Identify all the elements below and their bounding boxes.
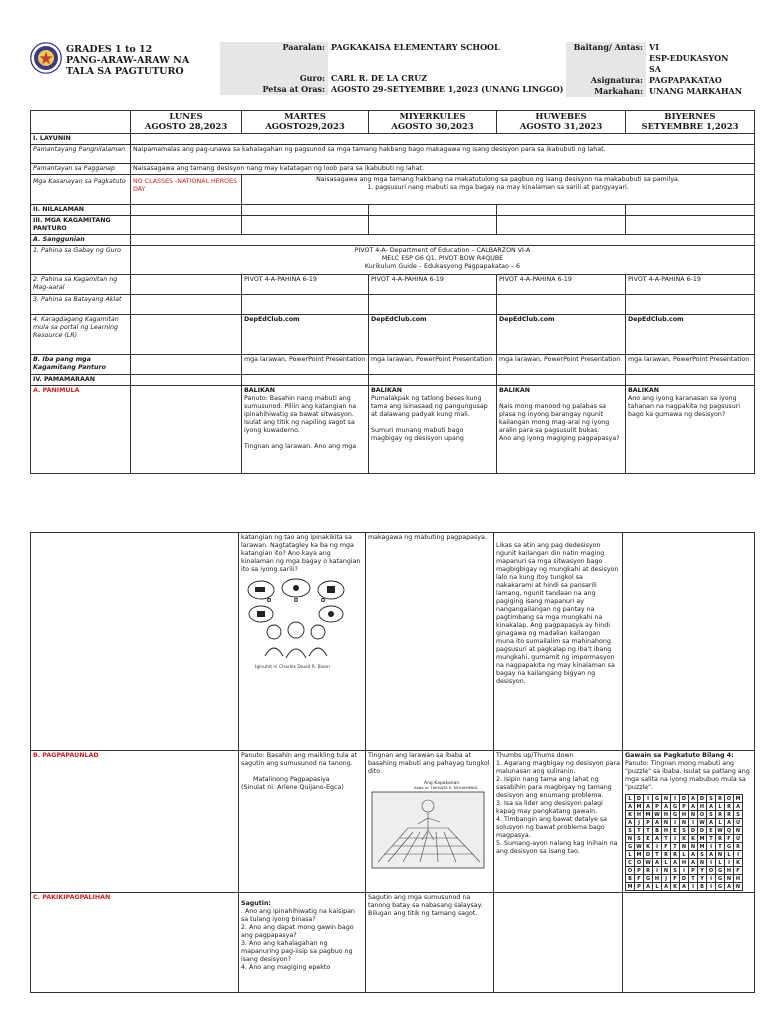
day-header-huwebes: HUWEBES AGOSTO 31,2023 (497, 111, 626, 134)
puzzle-letter: S (671, 867, 680, 875)
row-label-iba-pang-kagamitan: B. Iba pang mga Kagamitang Panturo (31, 355, 131, 375)
puzzle-letter: I (653, 867, 662, 875)
info-value: PAGKAKAISA ELEMENTARY SCHOOL (331, 42, 500, 52)
puzzle-letter: A (626, 819, 635, 827)
puzzle-letter: E (707, 827, 716, 835)
puzzle-letter: A (707, 819, 716, 827)
puzzle-letter: M (734, 795, 743, 803)
pagpapaunlad-martes: Panuto: Basahin ang maikling tula at sagutin ang sumusunod na tanong. Matalinong Pagpapasiya (Sinulat ni: Arlene Quijano-Egca) (239, 751, 366, 893)
puzzle-letter: J (635, 819, 644, 827)
info-value: CARL R. DE LA CRUZ (331, 73, 428, 83)
panimula-miyerkules: BALIKAN Pumalakpak ng tatlong beses kung tama ang isinasaad ng pangungusap at dalawang padyak kung mali. Sumuri munang mabuti bago magbigay ng desisyon upang (369, 386, 497, 474)
puzzle-letter: T (653, 851, 662, 859)
puzzle-letter: A (689, 803, 698, 811)
puzzle-letter: E (644, 835, 653, 843)
puzzle-letter: L (662, 859, 671, 867)
lr-link-huwebes: DepEdClub.com (497, 315, 626, 355)
puzzle-letter: R (644, 867, 653, 875)
row-label-panimula: A. PANIMULA (31, 386, 131, 474)
puzzle-letter: G (725, 843, 734, 851)
puzzle-letter: D (680, 795, 689, 803)
puzzle-letter: T (716, 843, 725, 851)
puzzle-row (626, 843, 743, 851)
puzzle-letter: G (671, 803, 680, 811)
info-label: Paaralan: (220, 42, 328, 53)
materials-martes: mga larawan, PowerPoint Presentation (242, 355, 369, 375)
gawain-bilang-4: Gawain sa Pagkatuto Bilang 4: Panuto: Tingnan mong mabuti ang "puzzle" sa ibaba. Isulat sa patlang ang mga salita na iyong mabubuo mula sa "puzzle". L D I G N I D A D S R O M A M A P A G P A H A L R A K H M W H G H N O S R R S A J P A N I N I W A L A U S T T B H E S D D E W Q N N S E A T I K K M T R F U G W K I F T N N M I T G R L M D T R R L A S A N L I C O W A L A H A N I L I K O P R I N S I P Y O G H F B F G H J F D T Y I G N H M P A L A K A I B I G A N (623, 751, 755, 893)
ang-kapakanan-sketch (368, 778, 488, 870)
pivot-page-miyerkules: PIVOT 4-A-PAHINA 6-19 (369, 275, 497, 295)
puzzle-letter: H (698, 803, 707, 811)
puzzle-letter: J (662, 875, 671, 883)
puzzle-letter: D (644, 851, 653, 859)
puzzle-letter: P (653, 803, 662, 811)
puzzle-letter: U (734, 819, 743, 827)
puzzle-row (626, 827, 743, 835)
continued-huwebes: Likas sa atin ang pag dedesisyon ngunit kailangan din natin maging mapanuri sa mga sitwasyon bago magbigbigay ng mungkahi at desisyon lalo na kung itoy tungkol sa nakakarami at hindi sa pansarili lamang, ngunit tandaan na ang pagiging isang mapanuri ay nangangailangan ng pantay na pagtimbang sa mga mungkahi na kinakalap. Ang pagpapasya ay hindi ginagawa ng madalian kailangan muna ito sumailalim sa mahinahong pagsusuri at pagkalap ng iba't ibang mungkahi, gumamit ng impormasyon na nagpapakita ng may kinalaman sa bagay na kailangang bigyan ng desisyon. (494, 533, 623, 751)
puzzle-letter: R (734, 843, 743, 851)
info-label (566, 53, 646, 64)
pakikipagpalihan-martes: Sagutin: . Ano ang ipinahihiwatig na kaisipan sa tulang iyong binasa? 2. Ano ang dapat mong gawin bago ang pagpapasya? 3. Ano ang kahalagahan ng mapanuring pag-iisip sa pagbuo ng isang desisyon? 4. Ano ang magiging epekto (239, 893, 366, 993)
section-nilalaman: II. NILALAMAN (31, 205, 131, 216)
puzzle-letter: N (662, 819, 671, 827)
puzzle-letter: D (635, 795, 644, 803)
puzzle-letter: W (636, 843, 642, 850)
puzzle-letter: N (689, 811, 698, 819)
puzzle-row (626, 795, 743, 803)
empty-cell (623, 893, 755, 993)
row-label-gabay-ng-guro: 1. Pahina sa Gabay ng Guro (31, 246, 131, 275)
pivot-page-martes: PIVOT 4-A-PAHINA 6-19 (242, 275, 369, 295)
corner-cell (31, 111, 131, 134)
materials-huwebes: mga larawan, PowerPoint Presentation (497, 355, 626, 375)
puzzle-letter: N (626, 835, 635, 843)
puzzle-letter: B (653, 827, 662, 835)
puzzle-row (626, 851, 743, 859)
puzzle-letter: W (717, 827, 723, 834)
section-layunin: I. LAYUNIN (31, 134, 131, 145)
puzzle-row (626, 867, 743, 875)
puzzle-letter: W (654, 811, 660, 818)
panimula-martes: BALIKAN Panuto: Basahin nang mabuti ang sumusunod. Piliin ang katangian na ipinahihiwatig sa bawat sitwasyon. Isulat ang titik ng napiling sagot sa iyong kuwaderno. Tingnan ang larawan. Ano ang mga (242, 386, 369, 474)
puzzle-letter: L (680, 851, 689, 859)
lr-link-miyerkules: DepEdClub.com (369, 315, 497, 355)
word-puzzle-grid (625, 794, 743, 891)
puzzle-letter: W (645, 859, 651, 866)
puzzle-letter: G (644, 875, 653, 883)
puzzle-letter: A (653, 835, 662, 843)
puzzle-letter: R (716, 835, 725, 843)
puzzle-letter: I (707, 883, 716, 891)
puzzle-letter: A (734, 803, 743, 811)
empty-cell (131, 134, 755, 145)
continued-miyerkules: makagawa ng mabuting pagpapasya. (366, 533, 494, 751)
puzzle-letter: F (635, 875, 644, 883)
puzzle-letter: L (716, 859, 725, 867)
puzzle-letter: A (680, 883, 689, 891)
info-label: Guro: (220, 73, 328, 84)
puzzle-letter: M (698, 843, 707, 851)
puzzle-letter: R (725, 803, 734, 811)
puzzle-row (626, 883, 743, 891)
puzzle-letter: O (635, 859, 644, 867)
puzzle-letter: P (689, 867, 698, 875)
puzzle-letter: I (653, 843, 662, 851)
puzzle-letter: N (689, 843, 698, 851)
no-classes-note: NO CLASSES -NATIONAL HEROES DAY (131, 175, 242, 205)
puzzle-letter: A (689, 795, 698, 803)
puzzle-letter: I (671, 795, 680, 803)
puzzle-letter: L (716, 803, 725, 811)
pakikipagpalihan-miyerkules: Sagutin ang mga sumusunod na tanong batay sa nabasang salaysay. Bilugan ang titik ng tamang sagot. (366, 893, 494, 993)
sketch-title: Ang Kapakanan (424, 781, 460, 786)
row-label-pagpapaunlad: B. PAGPAPAUNLAD (31, 751, 239, 893)
lesson-plan-table (30, 110, 755, 474)
puzzle-letter: A (707, 851, 716, 859)
puzzle-letter: S (698, 851, 707, 859)
puzzle-letter: I (680, 867, 689, 875)
lr-link-biyernes: DepEdClub.com (626, 315, 755, 355)
puzzle-letter: S (635, 835, 644, 843)
puzzle-letter: H (635, 811, 644, 819)
materials-miyerkules: mga larawan, PowerPoint Presentation (369, 355, 497, 375)
puzzle-letter: S (626, 827, 635, 835)
puzzle-letter: F (734, 867, 743, 875)
puzzle-letter: T (662, 835, 671, 843)
puzzle-letter: S (734, 811, 743, 819)
pivot-page-huwebes: PIVOT 4-A-PAHINA 6-19 (497, 275, 626, 295)
row-label-kasanayan: Mga Kasanayan sa Pagkatuto (31, 175, 131, 205)
row-label-sanggunian: A. Sanggunian (31, 235, 131, 246)
puzzle-row (626, 859, 743, 867)
thumbs-up-activity: Thumbs up/Thums down 1. Agarang magbigay ng desisyon para malunasan ang suliranin. 2. Isipin nang tama ang lahat ng sasabihin para magbigay ng tamang desisyon ang enumang problema. 3. Isa sa lider ang desisyon palagi kapag may pangkatang gawain. 4. Timbangin ang bawat detalye sa solusyon ng bawat problema bago magpasya. 5. Sumang-ayon nalang kag inihain na ang desisyon sa isang tao. (494, 751, 623, 893)
section-pamamaraan: IV. PAMAMARAAN (31, 375, 131, 386)
row-label-learning-resource: 4. Karagdagang Kagamitan mula sa portal ng Learning Resource (LR) (31, 315, 131, 355)
puzzle-letter: I (671, 819, 680, 827)
info-value (328, 53, 566, 73)
sketch-author: Akda ni: TAKHATA S. MOHAMMAD (414, 785, 478, 790)
puzzle-row (626, 819, 743, 827)
day-header-miyerkules: MIYERKULES AGOSTO 30,2023 (369, 111, 497, 134)
puzzle-letter: L (725, 851, 734, 859)
puzzle-letter: K (734, 859, 743, 867)
puzzle-letter: A (626, 803, 635, 811)
row-label-kagamitan-mag-aaral: 2. Pahina sa Kagamitan ng Mag-aaral (31, 275, 131, 295)
puzzle-letter: O (698, 811, 707, 819)
deped-seal-icon (30, 42, 62, 74)
puzzle-letter: A (671, 859, 680, 867)
info-label (566, 64, 646, 75)
puzzle-letter: A (662, 883, 671, 891)
panimula-huwebes: BALIKAN Nais mong manood ng palabas sa plasa ng inyong barangay ngunit kailangan mong mag-aral ng iyong aralin para sa pagsusulit bukas. Ano ang iyong magiging pagpapasya? (497, 386, 626, 474)
puzzle-letter: N (698, 859, 707, 867)
puzzle-letter: H (653, 875, 662, 883)
puzzle-letter: L (653, 883, 662, 891)
puzzle-letter: A (644, 803, 653, 811)
puzzle-letter: A (707, 803, 716, 811)
puzzle-letter: M (698, 835, 707, 843)
puzzle-letter: H (725, 867, 734, 875)
puzzle-letter: I (707, 875, 716, 883)
puzzle-letter: I (644, 795, 653, 803)
puzzle-letter: M (644, 811, 653, 819)
puzzle-letter: G (716, 875, 725, 883)
puzzle-letter: T (671, 843, 680, 851)
puzzle-letter: A (653, 819, 662, 827)
puzzle-row (626, 875, 743, 883)
puzzle-letter: T (635, 827, 644, 835)
puzzle-letter: K (680, 835, 689, 843)
info-label: Baitang/ Antas: (566, 42, 646, 53)
puzzle-letter: N (680, 819, 689, 827)
puzzle-letter: A (725, 819, 734, 827)
puzzle-letter: P (644, 819, 653, 827)
puzzle-letter: O (725, 795, 734, 803)
puzzle-letter: K (671, 883, 680, 891)
puzzle-letter: P (635, 883, 644, 891)
puzzle-letter: H (662, 811, 671, 819)
puzzle-letter: F (725, 835, 734, 843)
empty-cell (494, 893, 623, 993)
puzzle-letter: A (644, 883, 653, 891)
puzzle-letter: N (680, 843, 689, 851)
puzzle-letter: L (716, 819, 725, 827)
puzzle-letter: E (671, 827, 680, 835)
puzzle-letter: H (662, 827, 671, 835)
puzzle-letter: G (716, 867, 725, 875)
info-value: VI (649, 42, 659, 52)
puzzle-letter: N (734, 827, 743, 835)
puzzle-letter: A (653, 859, 662, 867)
puzzle-letter: L (626, 795, 635, 803)
puzzle-letter: Y (698, 867, 707, 875)
puzzle-letter: G (653, 795, 662, 803)
title-line: GRADES 1 to 12 (66, 44, 153, 55)
puzzle-letter: T (644, 827, 653, 835)
puzzle-letter: B (626, 875, 635, 883)
puzzle-letter: A (725, 883, 734, 891)
puzzle-letter: I (734, 851, 743, 859)
info-value: ESP-EDUKASYON (649, 53, 729, 63)
puzzle-letter: N (725, 875, 734, 883)
puzzle-letter: N (662, 795, 671, 803)
puzzle-letter: O (707, 867, 716, 875)
day-header-row (31, 111, 755, 134)
puzzle-letter: N (734, 883, 743, 891)
puzzle-letter: A (689, 851, 698, 859)
thinking-children-illustration (241, 578, 351, 670)
day-header-lunes: LUNES AGOSTO 28,2023 (131, 111, 242, 134)
puzzle-letter: M (635, 851, 644, 859)
puzzle-letter: N (716, 851, 725, 859)
row-label-pamantayang-pangnilalaman: Pamantayang Pangnilalaman (31, 145, 131, 164)
info-value: PAGPAPAKATAO (649, 75, 722, 85)
row-label-pamantayan-pagganap: Pamantayan sa Pagganap (31, 164, 131, 175)
puzzle-row (626, 803, 743, 811)
puzzle-row (626, 811, 743, 819)
continued-martes: katangian ng tao ang ipinakikita sa larawan. Nagtatagley ka ba ng mga katangian ito? Ano kaya ang kinalaman ng mga bagay o katangian ito sa iyong sarili? Iginuhit ni Charles David R. Bisen (239, 533, 366, 751)
puzzle-letter: D (689, 827, 698, 835)
materials-biyernes: mga larawan, PowerPoint Presentation (626, 355, 755, 375)
puzzle-letter: R (662, 851, 671, 859)
puzzle-letter: S (707, 811, 716, 819)
title-line: PANG-ARAW-ARAW NA (66, 55, 190, 66)
pivot-page-biyernes: PIVOT 4-A-PAHINA 6-19 (626, 275, 755, 295)
subject-info-table (566, 42, 745, 97)
row-label-batayang-aklat: 3. Pahina sa Batayang Aklat (31, 295, 131, 315)
puzzle-letter: N (662, 867, 671, 875)
lr-link-martes: DepEdClub.com (242, 315, 369, 355)
info-value: AGOSTO 29-SETYEMBRE 1,2023 (UNANG LINGGO) (331, 84, 564, 94)
puzzle-letter: M (626, 883, 635, 891)
puzzle-letter: R (725, 811, 734, 819)
puzzle-letter: P (680, 803, 689, 811)
puzzle-letter: I (689, 819, 698, 827)
puzzle-letter: I (725, 859, 734, 867)
puzzle-letter: D (698, 795, 707, 803)
puzzle-letter: M (635, 803, 644, 811)
school-info-table (220, 42, 566, 95)
puzzle-letter: Q (725, 827, 734, 835)
puzzle-letter: G (716, 883, 725, 891)
illustration-caption: Iginuhit ni Charles David R. Bisen (255, 665, 330, 670)
puzzle-letter: D (698, 827, 707, 835)
info-label: Petsa at Oras: (220, 84, 328, 95)
day-header-martes: MARTES AGOSTO29,2023 (242, 111, 369, 134)
kasanayan-text: Naisasagawa ang mga tamang hakbang na makatutulong sa pagbuo ng isang desisyon na makabubuti sa pamilya. 1. pagsusuri nang mabuti sa mga bagay na may kinalaman sa sarili at pangyayari. (242, 175, 755, 205)
info-label: Markahan: (566, 86, 646, 97)
puzzle-letter: K (644, 843, 653, 851)
puzzle-letter: I (707, 859, 716, 867)
puzzle-letter: P (635, 867, 644, 875)
panimula-biyernes: BALIKAN Ano ang iyong karanasan sa iyong tahanan na nagpakita ng pagsusuri bago ka gumawa ng desisyon? (626, 386, 755, 474)
puzzle-letter: H (734, 875, 743, 883)
pagpapaunlad-miyerkules: Tingnan ang larawan sa ibaba at basahing mabuti ang pahayag tungkol dito. Ang Kapakanan Akda ni: TAKHATA S. MOHAMMAD (366, 751, 494, 893)
puzzle-letter: R (716, 811, 725, 819)
puzzle-letter: D (680, 875, 689, 883)
pagganap-text: Naisasagawa ang tamang desisyon nang may katatagan ng loob para sa ikabubuti ng lahat. (131, 164, 755, 175)
puzzle-letter: G (626, 843, 635, 851)
puzzle-letter: R (716, 795, 725, 803)
puzzle-letter: I (707, 843, 716, 851)
puzzle-letter: Y (698, 875, 707, 883)
info-value: UNANG MARKAHAN (649, 86, 743, 96)
puzzle-letter: A (689, 859, 698, 867)
puzzle-letter: T (707, 835, 716, 843)
day-header-biyernes: BIYERNES SETYEMBRE 1,2023 (626, 111, 755, 134)
title-line: TALA SA PAGTUTURO (66, 66, 184, 77)
pamantayang-text: Naipamamalas ang pag-unawa sa kahalagahan ng pagsunod sa mga tamang hakbang bago makagawa ng isang desisyon para sa ikabubuti ng lahat. (131, 145, 755, 164)
puzzle-letter: F (662, 843, 671, 851)
empty-cell (31, 533, 239, 751)
empty-cell (623, 533, 755, 751)
section-kagamitang-panturo: III. MGA KAGAMITANG PANTURO (31, 216, 131, 235)
puzzle-letter: O (626, 867, 635, 875)
puzzle-letter: I (671, 835, 680, 843)
document-title (66, 44, 189, 77)
puzzle-letter: B (698, 883, 707, 891)
gabay-text: PIVOT 4-A- Department of Education – CALBARZON VI-A MELC ESP G6 Q1, PIVOT BOW R4QUBE Kurikulum Guide – Edukasyong Pagpapakatao – 6 (131, 246, 755, 275)
puzzle-letter: H (680, 811, 689, 819)
puzzle-letter: G (671, 811, 680, 819)
puzzle-letter: H (680, 859, 689, 867)
puzzle-letter: K (689, 835, 698, 843)
puzzle-letter: U (734, 835, 743, 843)
puzzle-letter: L (626, 851, 635, 859)
puzzle-letter: S (680, 827, 689, 835)
puzzle-letter: C (626, 859, 635, 867)
puzzle-letter: S (707, 795, 716, 803)
puzzle-letter: K (626, 811, 635, 819)
info-label (220, 53, 328, 73)
puzzle-row (626, 835, 743, 843)
info-value: SA (649, 64, 661, 74)
puzzle-letter: A (662, 803, 671, 811)
row-label-pakikipagpalihan: C. PAKIKIPAGPALIHAN (31, 893, 239, 993)
puzzle-letter: R (671, 851, 680, 859)
puzzle-letter: T (689, 875, 698, 883)
puzzle-letter: I (689, 883, 698, 891)
info-label: Asignatura: (566, 75, 646, 86)
lesson-plan-table-continued (30, 532, 755, 993)
puzzle-letter: W (699, 819, 705, 826)
puzzle-letter: F (671, 875, 680, 883)
